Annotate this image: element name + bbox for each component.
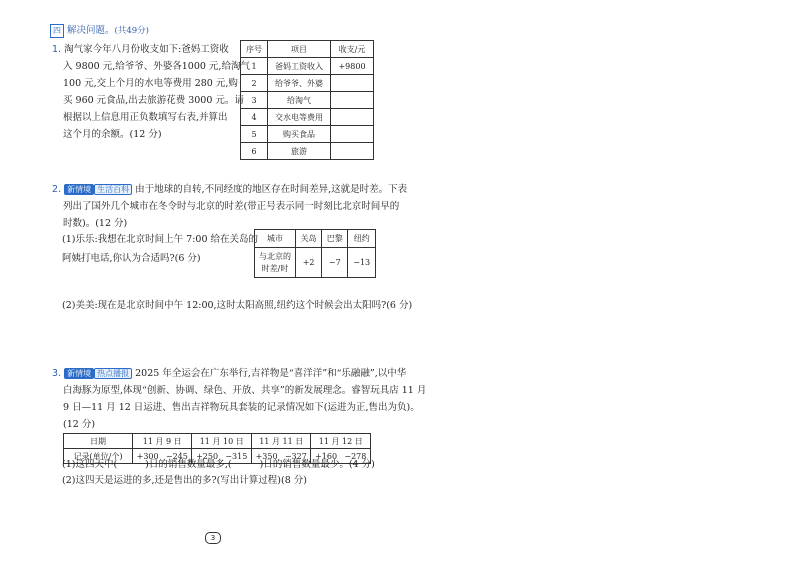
table-header: 纽约 — [348, 230, 376, 248]
table-cell: −327 — [281, 449, 311, 464]
q3-line: 2025 年全运会在广东举行,吉祥物是“喜洋洋”和“乐融融”,以中华 — [135, 368, 407, 379]
table-header: 项目 — [268, 41, 331, 58]
q2-sub1 — [62, 231, 258, 267]
answer-cell[interactable] — [331, 92, 374, 109]
table-header: 巴黎 — [322, 230, 348, 248]
table-cell: 给爷爷、外婆 — [268, 75, 331, 92]
q3-sub1 — [62, 456, 375, 473]
table-cell: 给淘气 — [268, 92, 331, 109]
question-2-text — [52, 181, 407, 232]
q2-sub1-line: (1)乐乐:我想在北京时间上午 7:00 给在关岛的 — [62, 234, 259, 245]
table-cell: 爸妈工资收入 — [268, 58, 331, 75]
table-header: 11 月 9 日 — [133, 434, 192, 449]
question-1-text — [52, 41, 250, 143]
q2-line: 时数)。(12 分) — [63, 218, 128, 229]
new-context-tag: 新情境 — [64, 368, 94, 379]
answer-cell[interactable] — [331, 126, 374, 143]
topic-tag: 生活百科 — [94, 184, 132, 195]
table-cell: +300 — [133, 449, 163, 464]
q2-sub1-line: 阿姨打电话,你认为合适吗?(6 分) — [62, 253, 201, 264]
q3-sub1-part: )日的销售数量最少。(4 分) — [259, 459, 375, 470]
topic-tag: 热点播报 — [94, 368, 132, 379]
table-cell: 1 — [241, 58, 268, 75]
table-cell: 3 — [241, 92, 268, 109]
section-score: (共49分) — [114, 26, 149, 36]
table-cell: 5 — [241, 126, 268, 143]
table-cell: +250 — [192, 449, 222, 464]
row-label — [255, 248, 296, 278]
q1-line: 100 元,交上个月的水电等费用 280 元,购 — [63, 78, 238, 89]
q2-line: 由于地球的自转,不同经度的地区存在时间差异,这就是时差。下表 — [135, 184, 408, 195]
section-header — [50, 22, 149, 40]
q2-line: 列出了国外几个城市在冬令时与北京的时差(带正号表示同一时刻比北京时间早的 — [63, 201, 400, 212]
table-header: 序号 — [241, 41, 268, 58]
q1-line: 买 960 元食品,出去旅游花费 3000 元。请 — [63, 95, 244, 106]
q2-sub2: (2)美美:现在是北京时间中午 12:00,这时太阳高照,纽约这个时候会出太阳吗?(6 分) — [62, 300, 413, 311]
q3-line: 9 日—11 月 12 日运进、售出吉祥物玩具套装的记录情况如下(运进为正,售出为负)。 — [63, 402, 420, 413]
q1-line: 根据以上信息用正负数填写右表,并算出 — [63, 112, 228, 123]
q3-sub2: (2)这四天是运进的多,还是售出的多?(写出计算过程)(8 分) — [62, 475, 307, 486]
table-cell: +350 — [251, 449, 281, 464]
answer-cell[interactable] — [331, 143, 374, 160]
table-header: 城市 — [255, 230, 296, 248]
table-cell: 购买食品 — [268, 126, 331, 143]
question-3-number: 3. — [52, 368, 62, 379]
q3-line: 白海豚为原型,体现“创新、协调、绿色、开放、共享”的新发展理念。睿智玩具店 11 月 — [63, 385, 427, 396]
q1-line: 入 9800 元,给爷爷、外婆各1000 元,给淘气 — [63, 61, 250, 72]
table-cell: −13 — [348, 248, 376, 278]
section-title: 解决问题。 — [67, 25, 115, 36]
question-2-number: 2. — [52, 184, 62, 195]
table-cell: 2 — [241, 75, 268, 92]
table-header: 11 月 11 日 — [251, 434, 311, 449]
table-cell: −315 — [222, 449, 252, 464]
table-cell: 交水电等费用 — [268, 109, 331, 126]
row-label: 记录(单位/个) — [64, 449, 133, 464]
q1-line: 这个月的余额。(12 分) — [63, 129, 162, 140]
table-cell: +160 — [311, 449, 341, 464]
table-cell: 旅游 — [268, 143, 331, 160]
q1-line: 淘气家今年八月份收支如下:爸妈工资收 — [64, 44, 229, 55]
section-badge: 四 — [50, 24, 64, 38]
q3-line: (12 分) — [63, 419, 96, 430]
question-3-text — [52, 365, 426, 433]
row-label-line: 时差/时 — [261, 263, 289, 273]
q2-table — [254, 229, 376, 278]
q3-sub1-part: (1)这四天中( — [62, 459, 118, 470]
answer-cell[interactable] — [331, 75, 374, 92]
table-header: 11 月 12 日 — [311, 434, 371, 449]
table-cell: 4 — [241, 109, 268, 126]
table-cell: −7 — [322, 248, 348, 278]
page-number: 3 — [205, 532, 221, 544]
table-cell: −245 — [162, 449, 192, 464]
q3-sub1-part: )日的销售数量最多,( — [145, 459, 232, 470]
new-context-tag: 新情境 — [64, 184, 94, 195]
table-header: 关岛 — [296, 230, 322, 248]
answer-cell[interactable] — [331, 109, 374, 126]
table-cell: −278 — [341, 449, 371, 464]
table-header: 11 月 10 日 — [192, 434, 252, 449]
question-1-number: 1. — [52, 44, 62, 55]
table-cell: +2 — [296, 248, 322, 278]
row-label-line: 与北京的 — [259, 251, 291, 261]
table-header: 日期 — [64, 434, 133, 449]
q1-table — [240, 40, 374, 160]
table-cell: 6 — [241, 143, 268, 160]
table-cell: +9800 — [331, 58, 374, 75]
table-header: 收支/元 — [331, 41, 374, 58]
